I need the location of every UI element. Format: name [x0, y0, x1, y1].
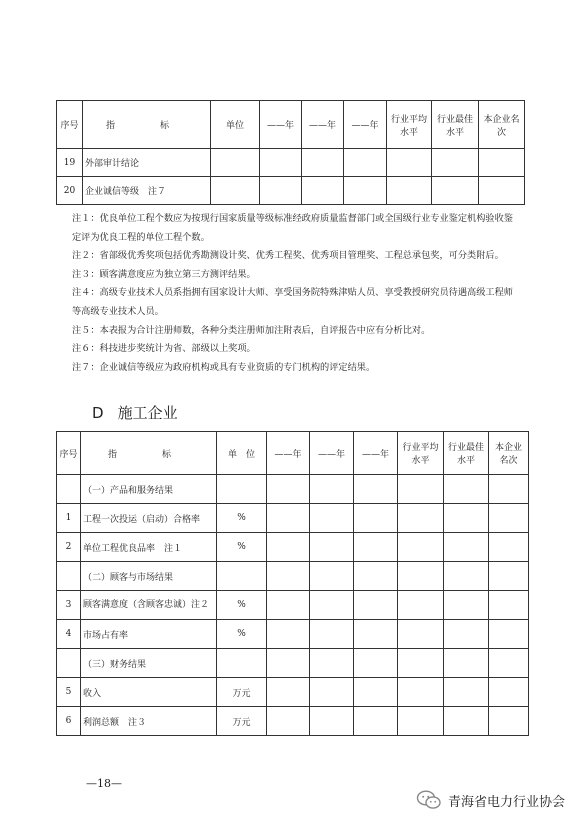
indicator-name: 利润总额 注３ — [81, 707, 217, 736]
value-cell — [489, 591, 529, 620]
watermark — [416, 790, 565, 810]
header-cell: 本企业名次 — [479, 101, 525, 149]
value-cell — [267, 562, 310, 591]
value-cell — [344, 149, 387, 177]
table-row — [57, 591, 529, 620]
value-cell — [398, 475, 444, 504]
value-cell — [267, 620, 310, 649]
value-cell — [444, 533, 489, 562]
value-cell — [398, 707, 444, 736]
value-cell — [354, 591, 398, 620]
group-row — [57, 649, 529, 678]
value-cell — [354, 562, 398, 591]
watermark-text: 青海省电力行业协会 — [447, 794, 565, 810]
unit-cell: % — [217, 504, 267, 533]
value-cell — [489, 678, 529, 707]
value-cell — [444, 475, 489, 504]
indicator-name: 单位工程优良品率 注１ — [81, 533, 217, 562]
value-cell — [387, 149, 432, 177]
row-number: 1 — [57, 504, 81, 533]
value-cell — [398, 562, 444, 591]
header-cell: 单 位 — [217, 432, 267, 475]
indicator-name: 市场占有率 — [81, 620, 217, 649]
value-cell — [354, 649, 398, 678]
header-cell: ——年 — [260, 101, 302, 149]
value-cell — [489, 475, 529, 504]
value-cell — [444, 707, 489, 736]
value-cell — [489, 504, 529, 533]
value-cell — [398, 533, 444, 562]
unit-cell: 万元 — [217, 707, 267, 736]
row-number — [57, 562, 81, 591]
value-cell — [354, 533, 398, 562]
value-cell — [432, 177, 479, 205]
value-cell — [310, 562, 354, 591]
note-5: 注５：本表报为合计注册师数，各种分类注册师加注附表后，自评报告中应有分析比对。 — [72, 324, 431, 336]
value-cell — [310, 591, 354, 620]
value-cell — [310, 707, 354, 736]
construction-enterprise-table — [56, 431, 529, 736]
table-notes — [72, 210, 522, 377]
note-6: 注６：科技进步奖统计为省、部级以上奖项。 — [72, 343, 256, 355]
value-cell — [302, 177, 344, 205]
value-cell — [344, 177, 387, 205]
row-number: 20 — [57, 177, 83, 205]
indicator-name: 外部审计结论 — [83, 149, 211, 177]
indicator-name: 企业诚信等级 注７ — [83, 177, 211, 205]
unit-cell: % — [217, 533, 267, 562]
header-cell: ——年 — [267, 432, 310, 475]
header-cell: 行业平均水平 — [387, 101, 432, 149]
value-cell — [267, 707, 310, 736]
unit-cell — [211, 149, 260, 177]
header-cell: ——年 — [302, 101, 344, 149]
group-name: （一）产品和服务结果 — [81, 475, 217, 504]
value-cell — [432, 149, 479, 177]
value-cell — [310, 533, 354, 562]
header-cell: ——年 — [354, 432, 398, 475]
value-cell — [267, 504, 310, 533]
indicator-name: 工程一次投运（启动）合格率 — [81, 504, 217, 533]
row-number: 3 — [57, 591, 81, 620]
row-number — [57, 475, 81, 504]
table-row — [57, 707, 529, 736]
section-code: D — [92, 404, 104, 422]
indicator-table-continued — [56, 100, 525, 205]
header-cell: 指 标 — [81, 432, 217, 475]
value-cell — [398, 591, 444, 620]
value-cell — [444, 562, 489, 591]
note-7: 注７：企业诚信等级应为政府机构或具有专业资质的专门机构的评定结果。 — [72, 361, 376, 373]
unit-cell — [217, 475, 267, 504]
table-row — [57, 177, 525, 205]
value-cell — [444, 678, 489, 707]
group-row — [57, 562, 529, 591]
header-cell: 行业最佳水平 — [444, 432, 489, 475]
table-row — [57, 149, 525, 177]
value-cell — [489, 533, 529, 562]
value-cell — [489, 649, 529, 678]
page-number: —18— — [86, 777, 122, 790]
value-cell — [398, 620, 444, 649]
note-2: 注２：省部级优秀奖项包括优秀勘测设计奖、优秀工程奖、优秀项目管理奖、工程总承包奖，可分类附后。 — [72, 250, 504, 262]
value-cell — [267, 533, 310, 562]
header-cell: 序号 — [57, 101, 83, 149]
unit-cell: % — [217, 591, 267, 620]
value-cell — [267, 475, 310, 504]
table-row — [57, 678, 529, 707]
value-cell — [444, 620, 489, 649]
value-cell — [354, 707, 398, 736]
table-header-row — [57, 432, 529, 475]
table-row — [57, 620, 529, 649]
table-header-row — [57, 101, 525, 149]
unit-cell — [217, 649, 267, 678]
value-cell — [398, 649, 444, 678]
value-cell — [267, 591, 310, 620]
value-cell — [444, 591, 489, 620]
table-row — [57, 533, 529, 562]
value-cell — [398, 504, 444, 533]
row-number: 2 — [57, 533, 81, 562]
header-cell: 行业平均水平 — [398, 432, 444, 475]
group-name: （三）财务结果 — [81, 649, 217, 678]
note-3: 注３：顾客满意度应为独立第三方测评结果。 — [72, 268, 256, 280]
group-row — [57, 475, 529, 504]
header-cell: 行业最佳水平 — [432, 101, 479, 149]
value-cell — [302, 149, 344, 177]
section-title: 施工企业 — [117, 404, 178, 422]
value-cell — [354, 504, 398, 533]
note-4: 注４：高级专业技术人员系指拥有国家设计大师、享受国务院特殊津贴人员、享受教授研究员待遇高级工程师等高级专业技术人员。 — [72, 287, 513, 317]
header-cell: 本企业名次 — [489, 432, 529, 475]
row-number: 19 — [57, 149, 83, 177]
unit-cell: % — [217, 620, 267, 649]
row-number: 5 — [57, 678, 81, 707]
value-cell — [479, 177, 525, 205]
value-cell — [267, 649, 310, 678]
value-cell — [444, 504, 489, 533]
value-cell — [387, 177, 432, 205]
row-number — [57, 649, 81, 678]
value-cell — [489, 620, 529, 649]
value-cell — [479, 149, 525, 177]
value-cell — [398, 678, 444, 707]
table-row — [57, 504, 529, 533]
value-cell — [267, 678, 310, 707]
wechat-icon — [416, 790, 442, 810]
row-number: 6 — [57, 707, 81, 736]
unit-cell — [217, 562, 267, 591]
header-cell: ——年 — [310, 432, 354, 475]
group-name: （二）顾客与市场结果 — [81, 562, 217, 591]
header-cell: 单位 — [211, 101, 260, 149]
unit-cell: 万元 — [217, 678, 267, 707]
unit-cell — [211, 177, 260, 205]
value-cell — [260, 177, 302, 205]
section-heading — [92, 402, 178, 423]
value-cell — [354, 620, 398, 649]
value-cell — [354, 678, 398, 707]
value-cell — [354, 475, 398, 504]
value-cell — [310, 504, 354, 533]
value-cell — [444, 649, 489, 678]
header-cell: 指 标 — [83, 101, 211, 149]
value-cell — [310, 678, 354, 707]
value-cell — [310, 475, 354, 504]
value-cell — [310, 649, 354, 678]
note-1: 注１：优良单位工程个数应为按现行国家质量等级标准经政府质量监督部门或全国级行业专业鉴定机构验收鉴定评为优良工程的单位工程个数。 — [72, 213, 513, 243]
value-cell — [260, 149, 302, 177]
indicator-name: 顾客满意度（含顾客忠诚）注２ — [81, 591, 217, 620]
header-cell: ——年 — [344, 101, 387, 149]
value-cell — [489, 707, 529, 736]
row-number: 4 — [57, 620, 81, 649]
header-cell: 序号 — [57, 432, 81, 475]
indicator-name: 收入 — [81, 678, 217, 707]
value-cell — [489, 562, 529, 591]
value-cell — [310, 620, 354, 649]
